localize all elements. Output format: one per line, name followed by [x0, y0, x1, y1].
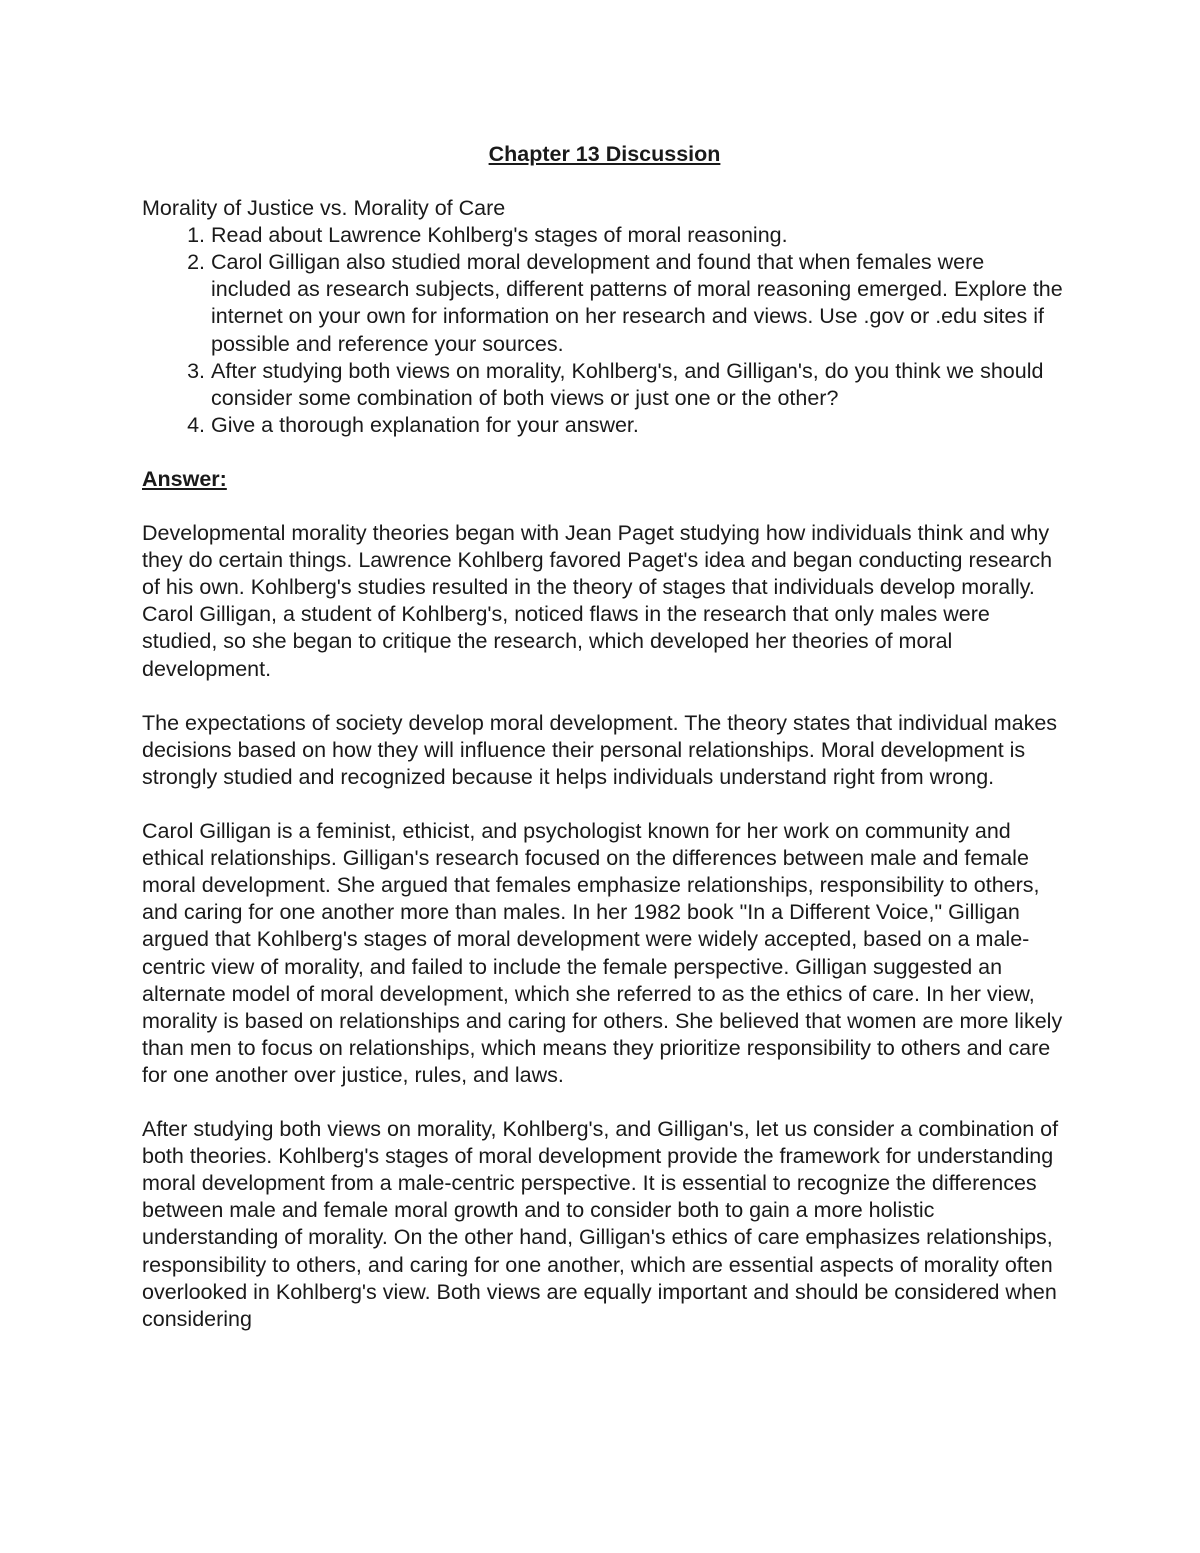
- document-body: [142, 141, 1067, 1360]
- answer-paragraph-2: The expectations of society develop moral development. The theory states that individual makes decisions based on how they will influence their personal relationships. Moral development is strongly studied and recognized because it helps individuals understand right from wrong.: [142, 710, 1058, 789]
- answer-heading: Answer:: [142, 466, 227, 491]
- question-item-2: 2. Carol Gilligan also studied moral development and found that when females were included as research subjects, different patterns of moral reasoning emerged. Explore the internet on your own for information on her research and views. Use .gov or .edu sites if possible and reference your sources.: [211, 249, 1067, 357]
- page-title: Chapter 13 Discussion: [488, 142, 721, 166]
- answer-paragraph-3: Carol Gilligan is a feminist, ethicist, and psychologist known for her work on community and ethical relationships. Gilligan's research focused on the differences between male and female moral development. She argued that females emphasize relationships, responsibility to others, and caring for one another more than males. In her 1982 book "In a Different Voice," Gilligan argued that Kohlberg's stages of moral development were widely accepted, based on a male-centric view of morality, and failed to include the female perspective. Gilligan suggested an alternate model of moral development, which she referred to as the ethics of care. In her view, morality is based on relationships and caring for others. She believed that women are more likely than men to focus on relationships, which means they prioritize responsibility to others and care for one another over justice, rules, and laws.: [142, 819, 1063, 1087]
- answer-paragraph-4: After studying both views on morality, Kohlberg's, and Gilligan's, let us consider a combination of both theories. Kohlberg's stages of moral development provide the framework for understanding moral development from a male-centric perspective. It is essential to recognize the differences between male and female moral growth and to consider both to gain a more holistic understanding of morality. On the other hand, Gilligan's ethics of care emphasizes relationships, responsibility to others, and caring for one another, which are essential aspects of morality often overlooked in Kohlberg's view. Both views are equally important and should be considered when considering: [142, 1117, 1059, 1331]
- question-item-3: 3. After studying both views on morality, Kohlberg's, and Gilligan's, do you think we should consider some combination of both views or just one or the other?: [211, 358, 1067, 412]
- question-item-1: 1. Read about Lawrence Kohlberg's stages of moral reasoning.: [211, 222, 1067, 249]
- answer-paragraph-1: Developmental morality theories began with Jean Paget studying how individuals think and why they do certain things. Lawrence Kohlberg favored Paget's idea and began conducting research of his own. Kohlberg's studies resulted in the theory of stages that individuals develop morally. Carol Gilligan, a student of Kohlberg's, noticed flaws in the research that only males were studied, so she began to critique the research, which developed her theories of moral development.: [142, 521, 1053, 681]
- question-item-4: 4. Give a thorough explanation for your answer.: [211, 412, 1067, 439]
- question-list: [142, 222, 1067, 439]
- document-subtitle: Morality of Justice vs. Morality of Care: [142, 196, 506, 221]
